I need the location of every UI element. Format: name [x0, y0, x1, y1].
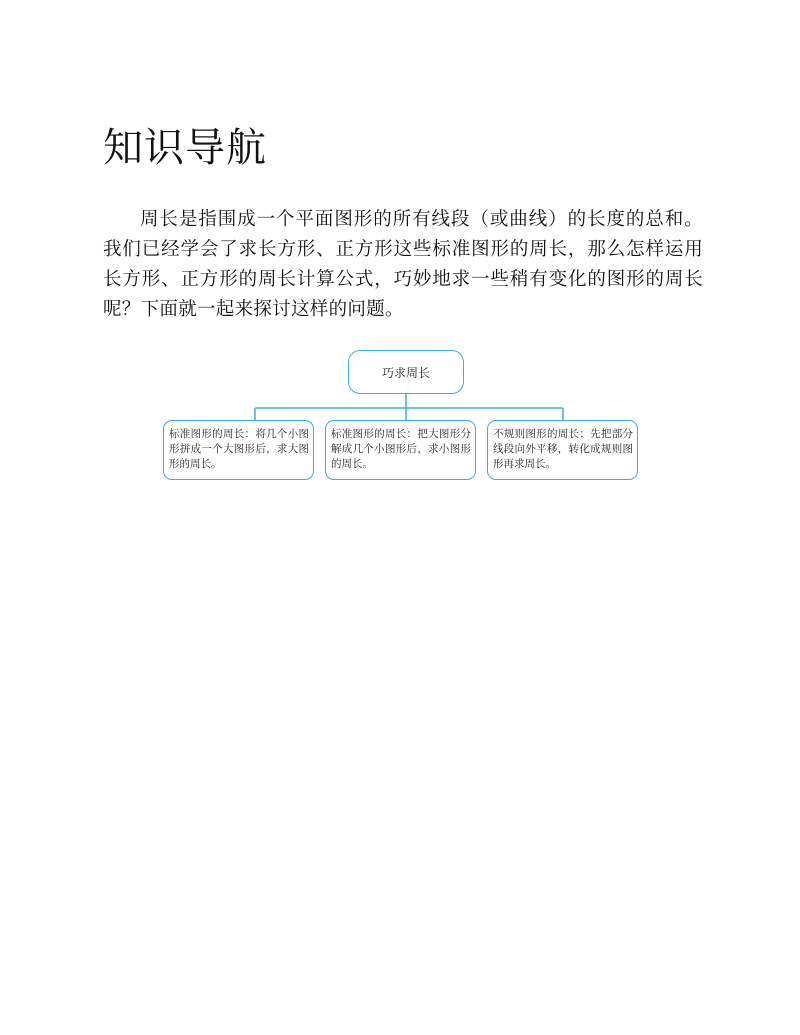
root-node [348, 350, 464, 394]
branch-node-1 [163, 420, 314, 480]
branch-node-3 [487, 420, 638, 480]
branch-node-2 [325, 420, 476, 480]
branch-node-1-text: 标准图形的周长：将几个小图形拼成一个大图形后，求大图形的周长。 [169, 428, 309, 470]
branch-node-2-text: 标准图形的周长：把大图形分解成几个小图形后，求小图形的周长。 [331, 428, 471, 470]
page-title: 知识导航 [103, 125, 267, 171]
intro-paragraph: 周长是指围成一个平面图形的所有线段（或曲线）的长度的总和。我们已经学会了求长方形、正方形这些标准图形的周长，那么怎样运用长方形、正方形的周长计算公式，巧妙地求一些稍有变化的图形的周长呢？下面就一起来探讨这样的问题。 [103, 209, 703, 320]
root-node-label: 巧求周长 [381, 365, 430, 380]
branch-node-3-text: 不规则图形的周长：先把部分线段向外平移，转化成规则图形再求周长。 [493, 428, 633, 470]
